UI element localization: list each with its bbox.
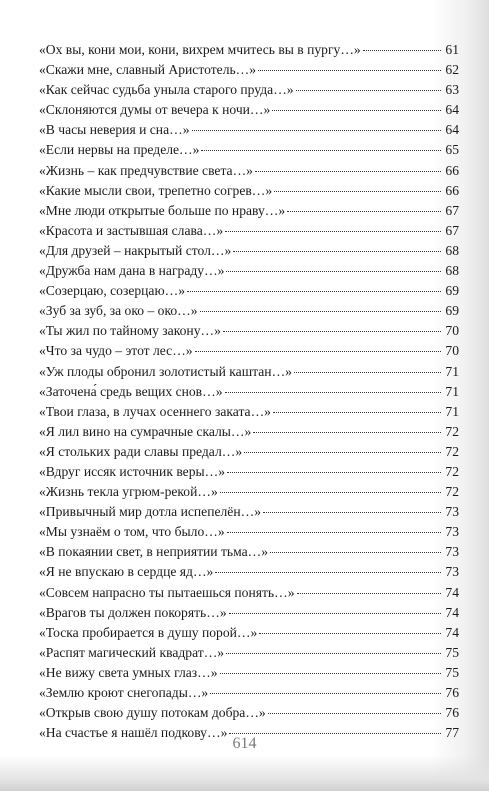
toc-entry-title: «Какие мысли свои, трепетно согрев…» xyxy=(39,182,273,198)
toc-entry-page: 71 xyxy=(445,383,459,399)
toc-entry-title: «Тоска пробирается в душу порой…» xyxy=(39,624,258,640)
toc-entry-page: 75 xyxy=(445,644,459,660)
toc-entry xyxy=(39,241,459,261)
dot-leader xyxy=(223,331,441,332)
toc-entry-page: 66 xyxy=(445,182,459,198)
dot-leader xyxy=(363,50,441,51)
dot-leader xyxy=(201,150,441,151)
toc-entry xyxy=(39,221,459,241)
toc-entry xyxy=(39,402,459,422)
toc-entry-title: «Что за чудо – этот лес…» xyxy=(39,343,193,359)
toc-entry-title: «Скажи мне, славный Аристотель…» xyxy=(39,62,257,78)
toc-entry-title: «В часы неверия и сна…» xyxy=(39,122,190,138)
toc-entry xyxy=(39,643,459,663)
toc-entry xyxy=(39,382,459,402)
toc-entry-page: 73 xyxy=(445,524,459,540)
toc-entry-page: 74 xyxy=(445,624,459,640)
toc-entry-title: «Землю кроют снегопады…» xyxy=(39,685,209,700)
toc-entry xyxy=(39,40,459,60)
toc-entry xyxy=(39,623,459,643)
toc-entry-page: 76 xyxy=(445,685,459,700)
toc-entry-page: 69 xyxy=(445,283,459,299)
toc-entry xyxy=(39,80,459,100)
dot-leader xyxy=(244,452,441,453)
dot-leader xyxy=(227,532,441,533)
dot-leader xyxy=(296,90,441,91)
toc-entry-title: «Я стольких ради славы предал…» xyxy=(39,443,243,459)
toc-entry xyxy=(39,703,459,723)
toc-entry-title: «Красота и застывшая слава…» xyxy=(39,222,224,238)
toc-entry-page: 67 xyxy=(445,202,459,218)
toc-entry-title: «Жизнь текла угрюм-рекой…» xyxy=(39,484,218,500)
toc-entry xyxy=(39,341,459,361)
dot-leader xyxy=(287,211,441,212)
toc-entry xyxy=(39,140,459,160)
dot-leader xyxy=(210,693,441,694)
toc-entry xyxy=(39,482,459,502)
toc-entry-title: «В покаянии свет, в неприятии тьма…» xyxy=(39,544,269,560)
toc-entry xyxy=(39,663,459,683)
page-number: 614 xyxy=(232,735,257,752)
dot-leader xyxy=(200,311,441,312)
toc-entry-page: 71 xyxy=(445,403,459,419)
toc-entry-page: 64 xyxy=(445,122,459,138)
toc-entry xyxy=(39,301,459,321)
toc-entry-page: 64 xyxy=(445,102,459,118)
toc-entry xyxy=(39,161,459,181)
toc-entry xyxy=(39,120,459,140)
dot-leader xyxy=(263,512,441,513)
toc-entry-page: 74 xyxy=(445,584,459,600)
dot-leader xyxy=(294,372,441,373)
toc-entry-title: «Как сейчас судьба уныла старого пруда…» xyxy=(39,82,294,98)
toc-entry-title: «Мне люди открытые больше по нраву…» xyxy=(39,202,286,218)
toc-entry xyxy=(39,201,459,221)
toc-entry-page: 75 xyxy=(445,664,459,680)
toc-entry-title: «Я лил вино на сумрачные скалы…» xyxy=(39,423,252,439)
dot-leader xyxy=(187,291,441,292)
toc-entry-title: «Я не впускаю в сердце яд…» xyxy=(39,564,214,580)
toc-entry-title: «На счастье я нашёл подкову…» xyxy=(39,725,228,741)
toc-entry-title: «Привычный мир дотла испепелён…» xyxy=(39,504,261,520)
dot-leader xyxy=(274,191,441,192)
toc-entry-title: «Уж плоды обронил золотистый каштан…» xyxy=(39,363,292,379)
toc-entry-title: «Совсем напрасно ты пытаешься понять…» xyxy=(39,584,295,600)
table-of-contents xyxy=(39,40,459,743)
toc-entry-title: «Твои глаза, в лучах осеннего заката…» xyxy=(39,403,271,419)
toc-entry-page: 68 xyxy=(445,242,459,258)
toc-entry xyxy=(39,362,459,382)
toc-entry xyxy=(39,603,459,623)
toc-entry xyxy=(39,181,459,201)
toc-entry-page: 72 xyxy=(445,463,459,479)
dot-leader xyxy=(270,552,441,553)
toc-entry-title: «Для друзей – накрытый стол…» xyxy=(39,242,232,258)
toc-entry-page: 74 xyxy=(445,604,459,620)
toc-entry-title: «Заточена́ средь вещих снов…» xyxy=(39,383,223,399)
toc-entry xyxy=(39,261,459,281)
toc-entry xyxy=(39,281,459,301)
dot-leader xyxy=(255,171,441,172)
dot-leader xyxy=(258,70,441,71)
toc-entry xyxy=(39,502,459,522)
toc-entry-page: 73 xyxy=(445,544,459,560)
dot-leader xyxy=(195,351,441,352)
toc-entry-title: «Открыв свою душу потокам добра…» xyxy=(39,705,266,721)
toc-entry xyxy=(39,683,459,703)
toc-entry-title: «Созерцаю, созерцаю…» xyxy=(39,283,186,299)
dot-leader xyxy=(192,130,441,131)
toc-entry xyxy=(39,422,459,442)
toc-entry-title: «Мы узнаём о том, что было…» xyxy=(39,524,225,540)
dot-leader xyxy=(215,572,441,573)
toc-entry-page: 65 xyxy=(445,142,459,158)
toc-entry xyxy=(39,100,459,120)
dot-leader xyxy=(297,593,441,594)
toc-entry-title: «Распят магический квадрат…» xyxy=(39,644,225,660)
dot-leader xyxy=(253,432,441,433)
toc-entry-page: 62 xyxy=(445,62,459,78)
toc-entry xyxy=(39,60,459,80)
toc-entry xyxy=(39,562,459,582)
dot-leader xyxy=(229,613,441,614)
toc-entry-page: 72 xyxy=(445,423,459,439)
dot-leader xyxy=(225,231,441,232)
dot-leader xyxy=(259,633,441,634)
toc-entry xyxy=(39,321,459,341)
toc-entry-page: 72 xyxy=(445,484,459,500)
toc-entry-title: «Если нервы на пределе…» xyxy=(39,142,200,158)
toc-entry-page: 70 xyxy=(445,323,459,339)
toc-entry-title: «Вдруг иссяк источник веры…» xyxy=(39,463,226,479)
toc-entry-page: 71 xyxy=(445,363,459,379)
dot-leader xyxy=(225,392,442,393)
dot-leader xyxy=(272,110,441,111)
dot-leader xyxy=(233,251,441,252)
dot-leader xyxy=(220,673,441,674)
toc-entry-title: «Ты жил по тайному закону…» xyxy=(39,323,221,339)
dot-leader xyxy=(273,412,441,413)
toc-entry-page: 67 xyxy=(445,222,459,238)
toc-entry xyxy=(39,583,459,603)
toc-entry-page: 76 xyxy=(445,705,459,721)
toc-entry-page: 61 xyxy=(445,42,459,57)
toc-entry-title: «Зуб за зуб, за око – око…» xyxy=(39,303,198,319)
toc-entry xyxy=(39,462,459,482)
toc-entry-title: «Жизнь – как предчувствие света…» xyxy=(39,162,253,178)
dot-leader xyxy=(227,472,441,473)
toc-entry-title: «Склоняются думы от вечера к ночи…» xyxy=(39,102,271,118)
toc-entry-page: 66 xyxy=(445,162,459,178)
dot-leader xyxy=(220,492,441,493)
dot-leader xyxy=(226,271,441,272)
toc-entry-page: 63 xyxy=(445,82,459,98)
toc-entry-title: «Дружба нам дана в награду…» xyxy=(39,263,225,279)
toc-entry-page: 77 xyxy=(445,725,459,741)
toc-entry-page: 69 xyxy=(445,303,459,319)
toc-entry-title: «Врагов ты должен покорять…» xyxy=(39,604,227,620)
toc-entry-page: 72 xyxy=(445,443,459,459)
toc-entry-page: 68 xyxy=(445,263,459,279)
toc-entry-page: 73 xyxy=(445,564,459,580)
page-edge-shadow xyxy=(0,755,489,791)
toc-entry-page: 73 xyxy=(445,504,459,520)
toc-entry-page: 70 xyxy=(445,343,459,359)
dot-leader xyxy=(226,653,441,654)
toc-entry-title: «Не вижу света умных глаз…» xyxy=(39,664,218,680)
toc-entry xyxy=(39,442,459,462)
toc-entry xyxy=(39,542,459,562)
toc-entry xyxy=(39,522,459,542)
toc-entry-title: «Ох вы, кони мои, кони, вихрем мчитесь вы в пургу…» xyxy=(39,42,361,57)
dot-leader xyxy=(268,713,441,714)
